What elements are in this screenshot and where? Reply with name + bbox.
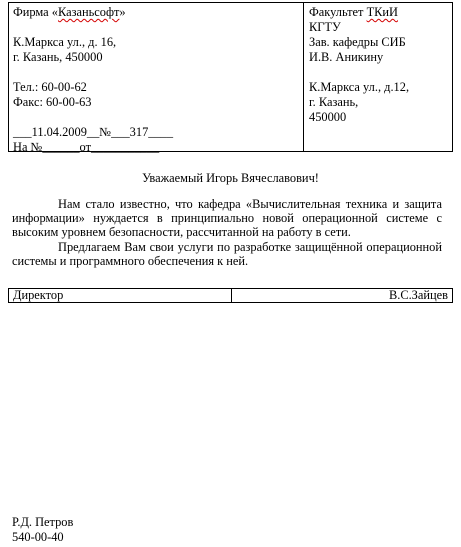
recipient-postal-code: 450000 bbox=[309, 110, 347, 124]
body-paragraph-1: Нам стало известно, что кафедра «Вычислительная техника и защита информации» нуждается в принципиально новой операционной системе с высоким уровнем безопасности, рассчитанной на работу в сети. bbox=[12, 197, 442, 240]
recipient-address-street: К.Маркса ул., д.12, bbox=[309, 80, 410, 94]
sender-details bbox=[13, 5, 298, 154]
letter-greeting: Уважаемый Игорь Вячеславович! bbox=[142, 171, 319, 185]
recipient-details bbox=[309, 5, 449, 151]
header-divider bbox=[303, 3, 304, 151]
company-prefix: Фирма « bbox=[13, 5, 58, 19]
recipient-address-city: г. Казань, bbox=[309, 95, 359, 109]
faculty-abbr: ТКиИ bbox=[366, 5, 398, 19]
sender-phone: Тел.: 60-00-62 bbox=[13, 80, 87, 94]
signatory-name: В.С.Зайцев bbox=[388, 288, 448, 302]
sender-address-city: г. Казань, 450000 bbox=[13, 50, 103, 64]
signature-divider bbox=[231, 289, 232, 302]
letterhead-table bbox=[8, 2, 453, 152]
executor-phone: 540-00-40 bbox=[12, 530, 64, 544]
signatory-title: Директор bbox=[13, 288, 64, 302]
company-name: Казаньсофт bbox=[57, 5, 120, 19]
registration-number-line: ___11.04.2009__№___317____ bbox=[13, 125, 174, 139]
executor-name: Р.Д. Петров bbox=[12, 515, 74, 529]
sender-fax: Факс: 60-00-63 bbox=[13, 95, 92, 109]
body-paragraph-2: Предлагаем Вам свои услуги по разработке защищённой операционной системы и программного обеспечения к ней. bbox=[12, 239, 442, 268]
recipient-faculty bbox=[309, 5, 449, 20]
sender-company bbox=[13, 5, 298, 20]
signature-table bbox=[8, 288, 453, 303]
reference-number-line: На №______от___________ bbox=[13, 140, 160, 154]
letter-body bbox=[12, 197, 442, 268]
faculty-prefix: Факультет bbox=[309, 5, 367, 19]
sender-address-street: К.Маркса ул., д. 16, bbox=[13, 35, 117, 49]
recipient-university: КГТУ bbox=[309, 20, 341, 34]
recipient-position: Зав. кафедры СИБ bbox=[309, 35, 406, 49]
company-suffix: » bbox=[119, 5, 126, 19]
executor-block bbox=[12, 515, 73, 545]
recipient-name: И.В. Аникину bbox=[309, 50, 384, 64]
